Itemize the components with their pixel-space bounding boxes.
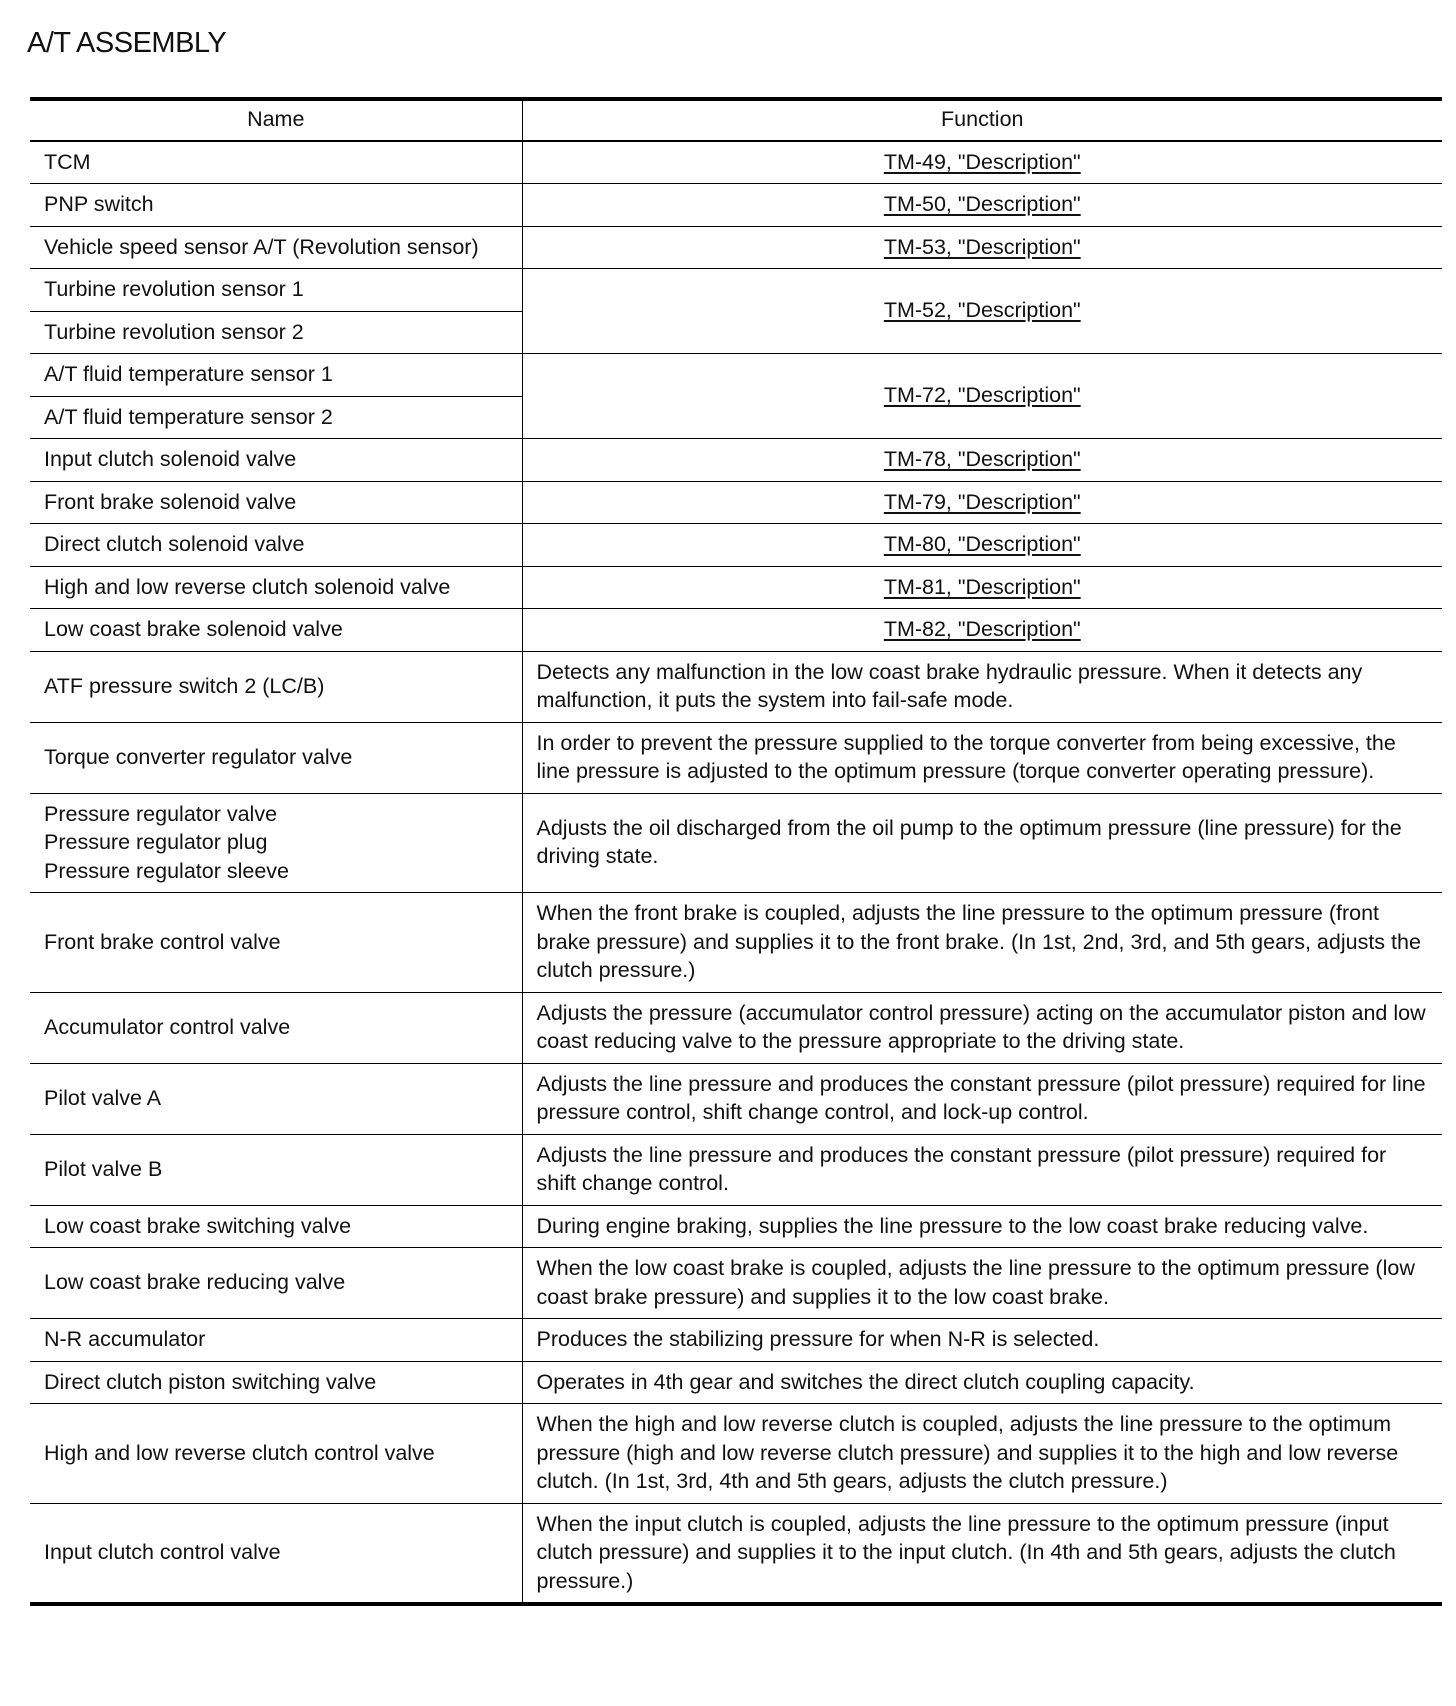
row-name: High and low reverse clutch control valve bbox=[30, 1404, 522, 1504]
table-row bbox=[30, 481, 1442, 524]
row-name: High and low reverse clutch solenoid valve bbox=[30, 566, 522, 609]
description-link[interactable]: TM-81, "Description" bbox=[883, 574, 1081, 599]
table-row bbox=[30, 439, 1442, 482]
row-function: When the front brake is coupled, adjusts the line pressure to the optimum pressure (front brake pressure) and supplies it to the front brake. (In 1st, 2nd, 3rd, and 5th gears, adjusts the clutch pressure.) bbox=[522, 893, 1442, 993]
row-function: In order to prevent the pressure supplied to the torque converter from being excessive, the line pressure is adjusted to the optimum pressure (torque converter operating pressure). bbox=[522, 722, 1442, 793]
row-name: Vehicle speed sensor A/T (Revolution sensor) bbox=[30, 226, 522, 269]
description-link[interactable]: TM-80, "Description" bbox=[883, 532, 1081, 556]
column-header-name: Name bbox=[30, 99, 522, 141]
row-function bbox=[522, 226, 1442, 269]
page-title: A/T ASSEMBLY bbox=[27, 27, 227, 59]
table-row bbox=[30, 1063, 1442, 1134]
description-link[interactable]: TM-50, "Description" bbox=[883, 192, 1081, 216]
row-name: Turbine revolution sensor 1 bbox=[30, 269, 522, 312]
row-name: N-R accumulator bbox=[30, 1319, 522, 1362]
table-header-row bbox=[30, 99, 1442, 141]
row-name: A/T fluid temperature sensor 2 bbox=[30, 396, 522, 439]
row-name bbox=[30, 793, 522, 893]
description-link[interactable]: TM-79, "Description" bbox=[883, 489, 1081, 514]
row-name: A/T fluid temperature sensor 1 bbox=[30, 354, 522, 397]
table-row bbox=[30, 184, 1442, 227]
table-row bbox=[30, 1319, 1442, 1362]
row-name: ATF pressure switch 2 (LC/B) bbox=[30, 651, 522, 722]
table-row bbox=[30, 992, 1442, 1063]
table-row bbox=[30, 722, 1442, 793]
table-row bbox=[30, 269, 1442, 312]
table-row bbox=[30, 1503, 1442, 1604]
row-function: Produces the stabilizing pressure for when N-R is selected. bbox=[522, 1319, 1442, 1362]
row-name: PNP switch bbox=[30, 184, 522, 227]
column-header-function: Function bbox=[522, 99, 1442, 141]
table-row bbox=[30, 226, 1442, 269]
table-row bbox=[30, 893, 1442, 993]
row-function: When the high and low reverse clutch is coupled, adjusts the line pressure to the optimum pressure (high and low reverse clutch pressure) and supplies it to the high and low reverse clutch. (In 1st, 3rd, 4th and 5th gears, adjusts the clutch pressure.) bbox=[522, 1404, 1442, 1504]
row-function bbox=[522, 481, 1442, 524]
description-link[interactable]: TM-49, "Description" bbox=[883, 149, 1081, 174]
table-row bbox=[30, 609, 1442, 652]
row-function bbox=[522, 269, 1442, 354]
table-row bbox=[30, 354, 1442, 397]
row-function bbox=[522, 141, 1442, 184]
table-row bbox=[30, 1205, 1442, 1248]
row-name: Pilot valve A bbox=[30, 1063, 522, 1134]
row-function bbox=[522, 609, 1442, 652]
row-function bbox=[522, 439, 1442, 482]
row-function: Adjusts the line pressure and produces the constant pressure (pilot pressure) required for line pressure control, shift change control, and lock-up control. bbox=[522, 1063, 1442, 1134]
row-function: Adjusts the line pressure and produces the constant pressure (pilot pressure) required for shift change control. bbox=[522, 1134, 1442, 1205]
row-name: Low coast brake reducing valve bbox=[30, 1248, 522, 1319]
row-name: Direct clutch solenoid valve bbox=[30, 524, 522, 567]
table-row bbox=[30, 141, 1442, 184]
row-name: Input clutch solenoid valve bbox=[30, 439, 522, 482]
description-link[interactable]: TM-53, "Description" bbox=[883, 234, 1081, 259]
row-name: Pilot valve B bbox=[30, 1134, 522, 1205]
row-function: When the low coast brake is coupled, adjusts the line pressure to the optimum pressure (low coast brake pressure) and supplies it to the low coast brake. bbox=[522, 1248, 1442, 1319]
row-name: Input clutch control valve bbox=[30, 1503, 522, 1604]
row-function bbox=[522, 354, 1442, 439]
table-row bbox=[30, 1361, 1442, 1404]
table-row bbox=[30, 566, 1442, 609]
row-function: When the input clutch is coupled, adjusts the line pressure to the optimum pressure (input clutch pressure) and supplies it to the input clutch. (In 4th and 5th gears, adjusts the clutch pressure.) bbox=[522, 1503, 1442, 1604]
row-name: Front brake solenoid valve bbox=[30, 481, 522, 524]
row-name: Direct clutch piston switching valve bbox=[30, 1361, 522, 1404]
table-row bbox=[30, 793, 1442, 893]
row-function: Adjusts the oil discharged from the oil pump to the optimum pressure (line pressure) for the driving state. bbox=[522, 793, 1442, 893]
row-name: Low coast brake solenoid valve bbox=[30, 609, 522, 652]
row-name: TCM bbox=[30, 141, 522, 184]
description-link[interactable]: TM-72, "Description" bbox=[883, 383, 1081, 408]
row-name: Torque converter regulator valve bbox=[30, 722, 522, 793]
table-row bbox=[30, 1134, 1442, 1205]
row-function bbox=[522, 524, 1442, 567]
components-table bbox=[30, 97, 1442, 1606]
row-function bbox=[522, 184, 1442, 227]
table-row bbox=[30, 524, 1442, 567]
table-row bbox=[30, 651, 1442, 722]
table-row bbox=[30, 1248, 1442, 1319]
row-name: Low coast brake switching valve bbox=[30, 1205, 522, 1248]
row-function: Operates in 4th gear and switches the direct clutch coupling capacity. bbox=[522, 1361, 1442, 1404]
row-function: Adjusts the pressure (accumulator control pressure) acting on the accumulator piston and low coast reducing valve to the pressure appropriate to the driving state. bbox=[522, 992, 1442, 1063]
row-function: During engine braking, supplies the line pressure to the low coast brake reducing valve. bbox=[522, 1205, 1442, 1248]
row-name-line: Pressure regulator valve bbox=[44, 801, 278, 826]
row-name: Accumulator control valve bbox=[30, 992, 522, 1063]
row-name-line: Pressure regulator plug bbox=[44, 830, 268, 854]
table-row bbox=[30, 1404, 1442, 1504]
row-function: Detects any malfunction in the low coast brake hydraulic pressure. When it detects any malfunction, it puts the system into fail-safe mode. bbox=[522, 651, 1442, 722]
row-name-line: Pressure regulator sleeve bbox=[44, 858, 289, 883]
row-name: Turbine revolution sensor 2 bbox=[30, 311, 522, 354]
description-link[interactable]: TM-78, "Description" bbox=[883, 447, 1081, 471]
row-function bbox=[522, 566, 1442, 609]
row-name: Front brake control valve bbox=[30, 893, 522, 993]
description-link[interactable]: TM-82, "Description" bbox=[883, 617, 1081, 641]
description-link[interactable]: TM-52, "Description" bbox=[883, 298, 1081, 323]
